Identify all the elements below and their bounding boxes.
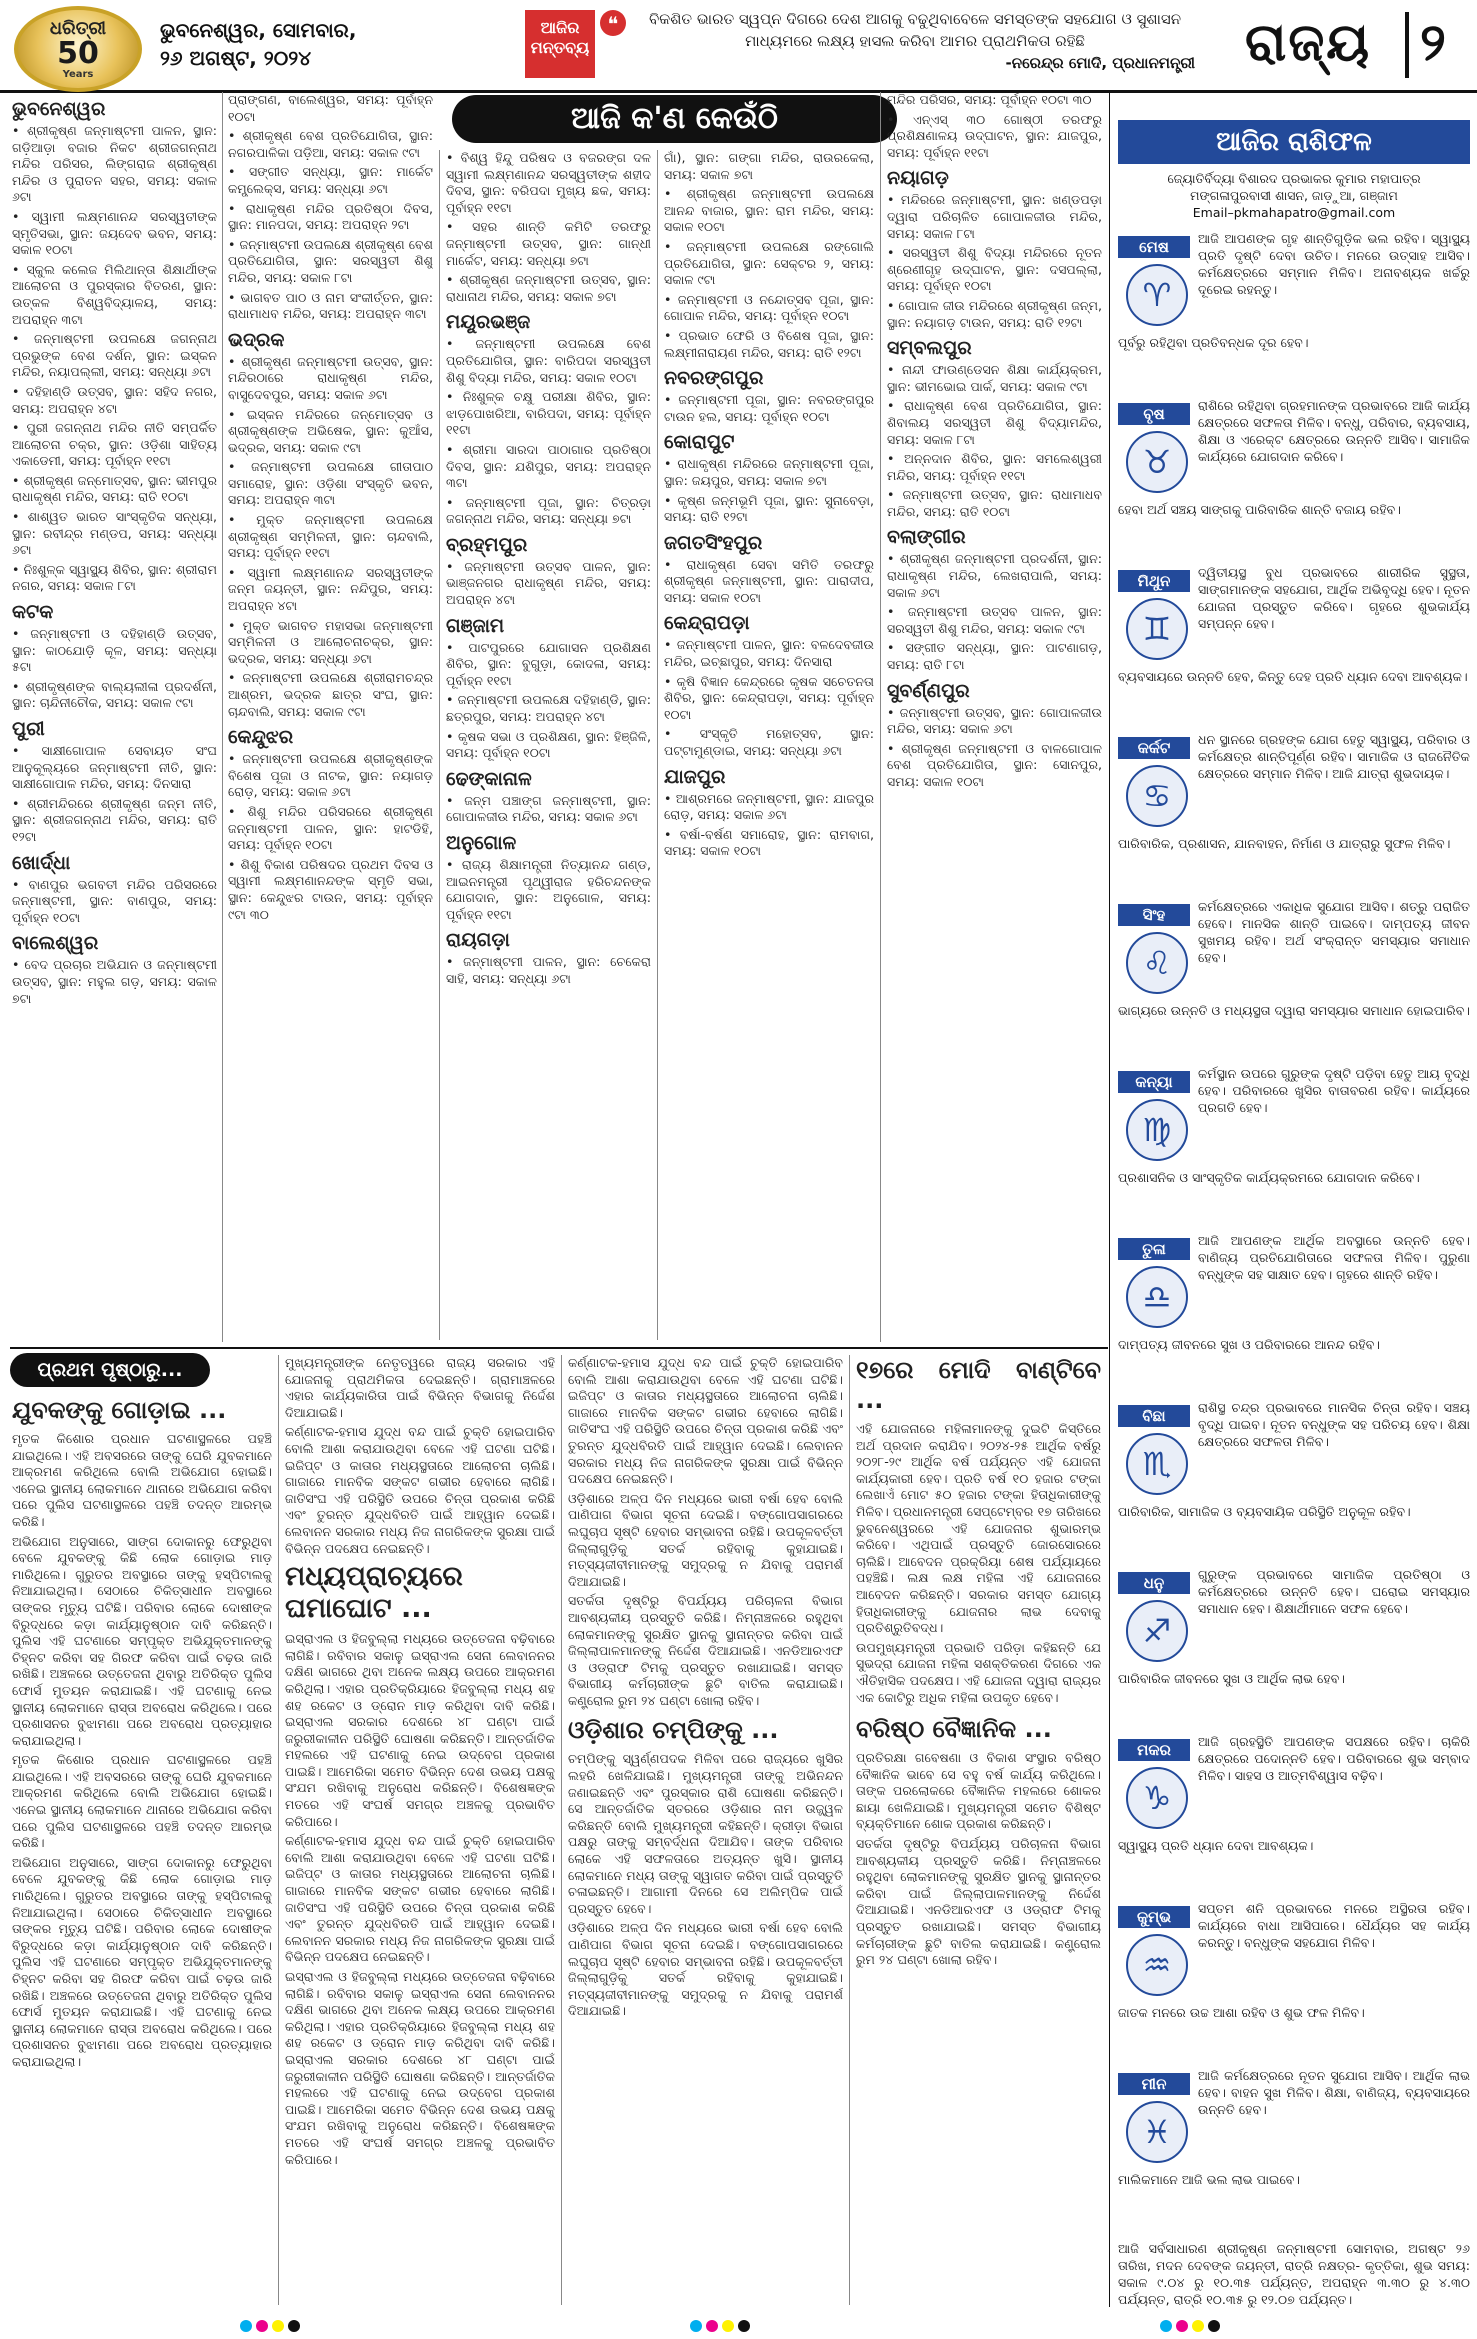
events-column-2 <box>228 92 433 1342</box>
sign-prediction-extra: ପାରିବାରିକ ଜୀବନରେ ସୁଖ ଓ ଆର୍ଥିକ ଲାଭ ହେବ। <box>1118 1671 1345 1686</box>
sign-prediction: ରାଶିସ୍ଥ ଚନ୍ଦ୍ର ପ୍ରଭାବରେ ମାନସିକ ଚିନ୍ତା ରହିବ। ସଞ୍ଚୟ ବୃଦ୍ଧି ପାଇବ। ନୂତନ ବନ୍ଧୁଙ୍କ ସହ ପରିଚୟ ହେବ। ଶିକ୍ଷା କ୍ଷେତ୍ରରେ ସଫଳତା ମିଳିବ। <box>1198 1400 1470 1449</box>
event-item: ଗାଁ), ସ୍ଥାନ: ଗଙ୍ଗା ମନ୍ଦିର, ରାଉରକେଲା, ସମୟ: ସକାଳ ୭ଟା <box>664 150 874 182</box>
date: ୨୬ ଅଗଷ୍ଟ, ୨୦୨୪ <box>160 46 312 70</box>
event-item: • ପୁରୀ ଜଗନ୍ନାଥ ମନ୍ଦିର ନୀତି ସମ୍ପର୍କିତ ଆଲୋଚନା ଚକ୍ର, ସ୍ଥାନ: ଓଡ଼ିଶା ସାହିତ୍ୟ ଏକାଡେମୀ, ସମୟ: ପୂର୍ବାହ୍ନ ୧୧ଟା <box>12 420 217 469</box>
sign-prediction: ଆଜି ଗ୍ରହସ୍ଥିତି ଆପଣଙ୍କ ସପକ୍ଷରେ ରହିବ। ଚାକିରି କ୍ଷେତ୍ରରେ ପଦୋନ୍ନତି ହେବ। ପରିବାରରେ ଶୁଭ ସମ୍ବାଦ ମିଳିବ। ସାହସ ଓ ଆତ୍ମବିଶ୍ୱାସ ବଢ଼ିବ। <box>1198 1734 1470 1783</box>
event-item: • ଅନ୍ନଦାନ ଶିବିର, ସ୍ଥାନ: ସମଲେଶ୍ୱରୀ ମନ୍ଦିର, ସମୟ: ପୂର୍ବାହ୍ନ ୧୧ଟା <box>887 451 1102 483</box>
astrologer-email: Email–pkmahapatro@gmail.com <box>1192 205 1396 220</box>
continued-column-2 <box>285 1355 555 2305</box>
event-item: • ଏନ୍‌ଏସ୍‌ ୩୦ ଗୋଷ୍ଠୀ ତରଫରୁ ପ୍ରଶିକ୍ଷଣାଳୟ ଉଦ୍‌ଘାଟନ, ସ୍ଥାନ: ଯାଜପୁର, ସମୟ: ପୂର୍ବାହ୍ନ ୧୧ଟା <box>887 111 1102 160</box>
story-paragraph: ମୃତକ କିଶୋର ପ୍ରଧାନ ଘଟଣାସ୍ଥଳରେ ପହଞ୍ଚି ଯାଇଥିଲେ। ଏହି ଅବସରରେ ତାଙ୍କୁ ଘେରି ଯୁବକମାନେ ଆକ୍ରମଣ କରିଥିଲେ ବୋଲି ଅଭିଯୋଗ ହୋଇଛି। ଏନେଇ ସ୍ଥାନୀୟ ଲୋକମାନେ ଥାନାରେ ଅଭିଯୋଗ କରିବା ପରେ ପୁଲିସ ଘଟଣାସ୍ଥଳରେ ପହଞ୍ଚି ତଦନ୍ତ ଆରମ୍ଭ କରିଛି। <box>12 1431 272 1529</box>
event-item: • ବିଶ୍ୱ ହିନ୍ଦୁ ପରିଷଦ ଓ ବଜରଙ୍ଗ ଦଳ ସ୍ୱାମୀ ଲକ୍ଷ୍ମଣାନନ୍ଦ ସରସ୍ୱତୀଙ୍କ ଶହୀଦ ଦିବସ, ସ୍ଥାନ: ବରିପଦା ମୁଖ୍ୟ ଛକ, ସମୟ: ପୂର୍ବାହ୍ନ ୧୧ଟା <box>446 150 651 215</box>
event-item: • ଜନ୍ମାଷ୍ଟମୀ ପୂଜା, ସ୍ଥାନ: ନବରଙ୍ଗପୁର ଟାଉନ ହଲ, ସମୟ: ପୂର୍ବାହ୍ନ ୧୦ଟା <box>664 392 874 424</box>
continued-tag: ପ୍ରଥମ ପୃଷ୍ଠାରୁ... <box>10 1353 210 1387</box>
event-item: • ସଂସ୍କୃତି ମହୋତ୍ସବ, ସ୍ଥାନ: ପଟ୍ଟାମୁଣ୍ଡାଇ, ସମୟ: ସନ୍ଧ୍ୟା ୬ଟା <box>664 726 874 759</box>
sign-prediction-extra: ଜାତକ ମନରେ ଉଚ୍ଚ ଆଶା ରହିବ ଓ ଶୁଭ ଫଳ ମିଳିବ। <box>1118 2005 1365 2020</box>
quote-tag: ଆଜିର ମନ୍ତବ୍ୟ <box>525 10 595 78</box>
sign-entry <box>1118 1399 1470 1560</box>
magenta-mark-icon <box>256 2320 268 2332</box>
event-item: • ଶ୍ରୀକୃଷ୍ଣ ଜନ୍ମାଷ୍ଟମୀ ଉତ୍ସବ, ସ୍ଥାନ: ରାଧାନାଥ ମନ୍ଦିର, ସମୟ: ସକାଳ ୭ଟା <box>446 272 651 304</box>
astrologer-address: ମଙ୍ଗଳାପୁରବାସୀ ଶାସନ, ଜାଡ଼ୁଆ, ଗଞ୍ଜାମ <box>1190 188 1398 203</box>
event-item: • ସ୍କୁଲ କଲେଜ ମିଲିଥାନ୍ତା ଶିକ୍ଷାର୍ଥୀଙ୍କ ଆଲୋଚନା ଓ ପୁରସ୍କାର ବିତରଣ, ସ୍ଥାନ: ଉତ୍କଳ ବିଶ୍ୱବିଦ୍ୟାଳୟ, ସମୟ: ଅପରାହ୍ନ ୩ଟା <box>12 261 217 327</box>
sign-prediction-extra: ଦାମ୍ପତ୍ୟ ଜୀବନରେ ସୁଖ ଓ ପରିବାରରେ ଆନନ୍ଦ ରହିବ। <box>1118 1337 1380 1352</box>
magenta-mark-icon <box>706 2320 718 2332</box>
sign-prediction-extra: ହେବା ଅର୍ଥ ସଞ୍ଚୟ ସାଙ୍ଗକୁ ପାରିବାରିକ ଶାନ୍ତି ବଜାୟ ରହିବ। <box>1118 502 1401 517</box>
story-headline: ଓଡ଼ିଶାର ଚମ୍ପିଙ୍କୁ ... <box>568 1716 779 1745</box>
magenta-mark-icon <box>1176 2320 1188 2332</box>
sign-entry <box>1118 564 1470 725</box>
story-paragraph: ପ୍ରତିରକ୍ଷା ଗବେଷଣା ଓ ବିକାଶ ସଂସ୍ଥାର ବରିଷ୍ଠ ବୈଜ୍ଞାନିକ ଭାବେ ସେ ବହୁ ବର୍ଷ କାର୍ଯ୍ୟ କରିଥିଲେ। ତାଙ୍କ ପରଲୋକରେ ବୈଜ୍ଞାନିକ ମହଲରେ ଶୋକର ଛାୟା ଖେଳିଯାଇଛି। ମୁଖ୍ୟମନ୍ତ୍ରୀ ସମେତ ବିଶିଷ୍ଟ ବ୍ୟକ୍ତିମାନେ ଶୋକ ପ୍ରକାଶ କରିଛନ୍ତି। <box>856 1750 1101 1832</box>
city-heading: ସୁବର୍ଣ୍ଣପୁର <box>887 679 970 702</box>
black-mark-icon <box>738 2320 750 2332</box>
sign-name: ବିଛା <box>1118 1405 1190 1427</box>
zodiac-icon: ♈ <box>1126 264 1188 326</box>
sign-name: ମେଷ <box>1118 236 1190 258</box>
event-item: • ନିଃଶୁଳ୍କ ସ୍ୱାସ୍ଥ୍ୟ ଶିବିର, ସ୍ଥାନ: ଶ୍ରୀରାମ ନଗର, ସମୟ: ସକାଳ ୮ଟା <box>12 561 217 594</box>
event-item: • ଜନ୍ମାଷ୍ଟମୀ ଉପଲକ୍ଷେ ଜଗନ୍ନାଥ ପ୍ରଭୁଙ୍କ ବେଶ ଦର୍ଶନ, ସ୍ଥାନ: ଇସ୍କନ ମନ୍ଦିର, ନୟାପଲ୍ଲୀ, ସମୟ: ସନ୍ଧ୍ୟା ୬ଟା <box>12 331 217 380</box>
sign-prediction: ଆଜି ଆପଣଙ୍କ ଆର୍ଥିକ ଅବସ୍ଥାରେ ଉନ୍ନତି ହେବ। ବାଣିଜ୍ୟ ପ୍ରତିଯୋଗିତାରେ ସଫଳତା ମିଳିବ। ପୁରୁଣା ବନ୍ଧୁଙ୍କ ସହ ସାକ୍ଷାତ ହେବ। ଗୃହରେ ଶାନ୍ତି ରହିବ। <box>1198 1233 1470 1282</box>
events-column-3 <box>446 150 651 1342</box>
column-divider <box>561 1355 562 2305</box>
zodiac-icon: ♌ <box>1126 932 1188 994</box>
city-heading: ଯାଜପୁର <box>664 765 726 788</box>
dateline <box>160 16 356 72</box>
city-heading: କଟକ <box>12 601 54 624</box>
city-heading: କେନ୍ଦ୍ରାପଡ଼ା <box>664 612 750 635</box>
city-heading: ନବରଙ୍ଗପୁର <box>664 367 764 390</box>
city-heading: ମୟୂରଭଞ୍ଜ <box>446 311 531 334</box>
continued-column-3 <box>568 1355 843 2305</box>
city-heading: ରାୟଗଡ଼ା <box>446 929 510 952</box>
event-item: • କୃଷି ବିଜ୍ଞାନ କେନ୍ଦ୍ରରେ କୃଷକ ସଚେତନତା ଶିବିର, ସ୍ଥାନ: କେନ୍ଦ୍ରାପଡ଼ା, ସମୟ: ପୂର୍ବାହ୍ନ ୧୦ଟା <box>664 673 874 722</box>
events-column-4 <box>664 150 874 1342</box>
sign-name: ମିଥୁନ <box>1118 570 1190 592</box>
event-item: • ଶ୍ରୀମା ସାରଦା ପାଠାଗାର ପ୍ରତିଷ୍ଠା ଦିବସ, ସ୍ଥାନ: ଯଶିପୁର, ସମୟ: ଅପରାହ୍ନ ୩ଟା <box>446 441 651 491</box>
event-item: • ଶ୍ରୀକୃଷ୍ଣ ବେଶ ପ୍ରତିଯୋଗିତା, ସ୍ଥାନ: ନଗରପାଳିକା ପଡ଼ିଆ, ସମୟ: ସକାଳ ୯ଟା <box>228 128 433 160</box>
city-heading: ସମ୍ବଲପୁର <box>887 337 972 360</box>
quote-body: ବିକଶିତ ଭାରତ ସ୍ୱପ୍ନ ଦିଗରେ ଦେଶ ଆଗକୁ ବଢୁଥିବାବେଳେ ସମସ୍ତଙ୍କ ସହଯୋଗ ଓ ସୁଶାସନ ମାଧ୍ୟମରେ ଲକ୍ଷ୍ୟ ହାସଲ କରିବା ଆମର ପ୍ରାଥମିକତା ରହିଛି <box>648 10 1182 50</box>
quote-icon: ❝ <box>600 10 626 36</box>
quote-text <box>635 8 1195 74</box>
sign-prediction-extra: ମାଲିକମାନେ ଆଜି ଭଲ ଲାଭ ପାଇବେ। <box>1118 2172 1301 2187</box>
event-item: • ଜନ୍ମାଷ୍ଟମୀ ଉପଲକ୍ଷେ ରଙ୍ଗୋଲି ପ୍ରତିଯୋଗିତା, ସ୍ଥାନ: ସେକ୍ଟର ୨, ସମୟ: ସକାଳ ୯ଟା <box>664 238 874 288</box>
zodiac-icon: ♏ <box>1126 1433 1188 1495</box>
sign-entry <box>1118 1232 1470 1393</box>
city-heading: କେନ୍ଦୁଝର <box>228 726 294 749</box>
event-item: • ବାଣପୁର ଭଗବତୀ ମନ୍ଦିର ପରିସରରେ ଜନ୍ମାଷ୍ଟମୀ, ସ୍ଥାନ: ବାଣପୁର, ସମୟ: ପୂର୍ବାହ୍ନ ୧୦ଟା <box>12 876 217 925</box>
event-item: • କୃଷ୍ଣ ଜନ୍ମଭୂମି ପୂଜା, ସ୍ଥାନ: ସୁନାବେଡ଼ା, ସମୟ: ରାତି ୧୨ଟା <box>664 492 874 525</box>
story-paragraph: ଇସ୍ରାଏଲ ଓ ହିଜବୁଲ୍ଲା ମଧ୍ୟରେ ଉତ୍ତେଜନା ବଢ଼ିବାରେ ଲାଗିଛି। ରବିବାର ସକାଳୁ ଇସ୍ରାଏଲ ସେନା ଲେବାନନର ଦକ୍ଷିଣ ଭାଗରେ ଥିବା ଅନେକ ଲକ୍ଷ୍ୟ ଉପରେ ଆକ୍ରମଣ କରିଥିଲା। ଏହାର ପ୍ରତିକ୍ରିୟାରେ ହିଜବୁଲ୍ଲା ମଧ୍ୟ ଶହ ଶହ ରକେଟ ଓ ଡ୍ରୋନ ମାଡ଼ କରିଥିବା ଦାବି କରିଛି। ଇସ୍ରାଏଲ ସରକାର ଦେଶରେ ୪୮ ଘଣ୍ଟା ପାଇଁ ଜରୁରୀକାଳୀନ ପରିସ୍ଥିତି ଘୋଷଣା କରିଛନ୍ତି। ଆନ୍ତର୍ଜାତିକ ମହଲରେ ଏହି ଘଟଣାକୁ ନେଇ ଉଦ୍ବେଗ ପ୍ରକାଶ ପାଇଛି। ଆମେରିକା ସମେତ ବିଭିନ୍ନ ଦେଶ ଉଭୟ ପକ୍ଷକୁ ସଂଯମ ରଖିବାକୁ ଅନୁରୋଧ କରିଛନ୍ତି। ବିଶେଷଜ୍ଞଙ୍କ ମତରେ ଏହି ସଂଘର୍ଷ ସମଗ୍ର ଅଞ୍ଚଳକୁ ପ୍ରଭାବିତ କରିପାରେ। <box>285 1631 555 1829</box>
sign-prediction: ସପ୍ତମ ଶନି ପ୍ରଭାବରେ ମନରେ ଅସ୍ଥିରତା ରହିବ। କାର୍ଯ୍ୟରେ ବାଧା ଆସିପାରେ। ଧୈର୍ଯ୍ୟର ସହ କାର୍ଯ୍ୟ କରନ୍ତୁ। ବନ୍ଧୁଙ୍କ ସହଯୋଗ ମିଳିବ। <box>1198 1901 1470 1950</box>
event-item: • ଜନ୍ମାଷ୍ଟମୀ ଉତ୍ସବ ପାଳନ, ସ୍ଥାନ: ସରସ୍ୱତୀ ଶିଶୁ ମନ୍ଦିର, ସମୟ: ସକାଳ ୯ଟା <box>887 604 1102 636</box>
black-mark-icon <box>1208 2320 1220 2332</box>
sign-entry <box>1118 1566 1470 1727</box>
event-item: • ଶ୍ରୀମନ୍ଦିରରେ ଶ୍ରୀକୃଷ୍ଣ ଜନ୍ମ ନୀତି, ସ୍ଥାନ: ଶ୍ରୀଜଗନ୍ନାଥ ମନ୍ଦିର, ସମୟ: ରାତି ୧୨ଟା <box>12 795 217 844</box>
event-item: • ଶ୍ରୀକୃଷ୍ଣ ଜନ୍ମାଷ୍ଟମୀ ପାଳନ, ସ୍ଥାନ: ଗଡ଼ିଆଡ଼ା ବଜାର ନିକଟ ଶ୍ରୀଜଗନ୍ନାଥ ମନ୍ଦିର ପରିସର, ଲିଙ୍ଗରାଜ ଶ୍ରୀକୃଷ୍ଣ ମନ୍ଦିର ଓ ପୁରାତନ ସହର, ସମୟ: ସକାଳ ୬ଟା <box>12 123 217 205</box>
event-item: • ମୁକ୍ତ ଜନ୍ମାଷ୍ଟମୀ ଉପଲକ୍ଷେ ଶ୍ରୀକୃଷ୍ଣ ସମ୍ମିଳନୀ, ସ୍ଥାନ: ଚାନ୍ଦବାଲି, ସମୟ: ପୂର୍ବାହ୍ନ ୧୧ଟା <box>228 512 433 561</box>
event-item: • ସହର ଶାନ୍ତି କମିଟି ତରଫରୁ ଜନ୍ମାଷ୍ଟମୀ ଉତ୍ସବ, ସ୍ଥାନ: ଗାନ୍ଧୀ ମାର୍କେଟ, ସମୟ: ସନ୍ଧ୍ୟା ୭ଟା <box>446 219 651 268</box>
events-header: ଆଜି କ'ଣ କେଉଁଠି <box>452 95 897 143</box>
event-item: • ଜନ୍ମ ପଞ୍ଚାଙ୍ଗ ଜନ୍ମାଷ୍ଟମୀ, ସ୍ଥାନ: ଗୋପାଳଜୀଉ ମନ୍ଦିର, ସମୟ: ସକାଳ ୬ଟା <box>446 792 651 825</box>
sign-entry <box>1118 898 1470 1059</box>
black-mark-icon <box>288 2320 300 2332</box>
astrologer-name: ଜ୍ୟୋତିର୍ବିଦ୍ୟା ବିଶାରଦ ପ୍ରଭାକର କୁମାର ମହାପାତ୍ର <box>1167 171 1421 186</box>
city-heading: ଅନୁଗୋଳ <box>446 832 517 854</box>
zodiac-icon: ♉ <box>1126 431 1188 493</box>
quote-author: -ନରେନ୍ଦ୍ର ମୋଦି, ପ୍ରଧାନମନ୍ତ୍ରୀ <box>1005 54 1195 72</box>
zodiac-icon: ♊ <box>1126 598 1188 660</box>
zodiac-icon: ♋ <box>1126 765 1188 827</box>
zodiac-icon: ♐ <box>1126 1600 1188 1662</box>
sign-prediction: ଆଜି ଆପଣଙ୍କ ଗୃହ ଶାନ୍ତିଗୁଡ଼ିକ ଭଲ ରହିବ। ସ୍ୱାସ୍ଥ୍ୟ ପ୍ରତି ଦୃଷ୍ଟି ଦେବା ଉଚିତ। ମନରେ ଉତ୍ସାହ ଆସିବ। କର୍ମକ୍ଷେତ୍ରରେ ସମ୍ମାନ ମିଳିବ। ଅନାବଶ୍ୟକ ଖର୍ଚ୍ଚରୁ ଦୂରେଇ ରହନ୍ତୁ। <box>1198 231 1470 297</box>
event-item: • ସ୍ୱାମୀ ଲକ୍ଷ୍ମଣାନନ୍ଦ ସରସ୍ୱତୀଙ୍କ ସ୍ମୃତିସଭା, ସ୍ଥାନ: ଜୟଦେବ ଭବନ, ସମୟ: ସକାଳ ୧୦ଟା <box>12 208 217 258</box>
event-item: • ଶ୍ରୀକୃଷ୍ଣ ଜନ୍ମାଷ୍ଟମୀ ଓ ବାଳଗୋପାଳ ବେଶ ପ୍ରତିଯୋଗିତା, ସ୍ଥାନ: ସୋନପୁର, ସମୟ: ସକାଳ ୧୦ଟା <box>887 740 1102 789</box>
sign-prediction: ଧନ ସ୍ଥାନରେ ଗ୍ରହଙ୍କ ଯୋଗ ହେତୁ ସ୍ୱାସ୍ଥ୍ୟ, ପରିବାର ଓ କର୍ମକ୍ଷେତ୍ର ଶାନ୍ତିପୂର୍ଣ୍ଣ ରହିବ। ସାମାଜିକ ଓ ରାଜନୈତିକ କ୍ଷେତ୍ରରେ ସମ୍ମାନ ମିଳିବ। ଆଜି ଯାତ୍ରା ଶୁଭଦାୟକ। <box>1198 732 1470 781</box>
yellow-mark-icon <box>1192 2320 1204 2332</box>
place-day: ଭୁବନେଶ୍ୱର, ସୋମବାର, <box>160 18 357 42</box>
city-heading: ଗଞ୍ଜାମ <box>446 614 505 637</box>
logo-name: ଧରିତ୍ରୀ <box>49 17 107 39</box>
page-number: ୨ <box>1420 13 1446 73</box>
events-column-1 <box>12 92 217 1342</box>
story-headline: ଯୁବକଙ୍କୁ ଗୋଡ଼ାଇ ... <box>12 1396 227 1424</box>
city-heading: ପୁରୀ <box>12 718 45 740</box>
story-paragraph: କର୍ଣ୍ଣାଟକ-ହମାସ ଯୁଦ୍ଧ ବନ୍ଦ ପାଇଁ ଚୁକ୍ତି ହୋଇପାରିବ ବୋଲି ଆଶା କରାଯାଉଥିବା ବେଳେ ଏହି ଘଟଣା ଘଟିଛି। ଇଜିପ୍ଟ ଓ କାତାର ମଧ୍ୟସ୍ଥତାରେ ଆଲୋଚନା ଚାଲିଛି। ଗାଜାରେ ମାନବିକ ସଙ୍କଟ ଗଭୀର ହେବାରେ ଲାଗିଛି। ଜାତିସଂଘ ଏହି ପରିସ୍ଥିତି ଉପରେ ଚିନ୍ତା ପ୍ରକାଶ କରିଛି ଏବଂ ତୁରନ୍ତ ଯୁଦ୍ଧବିରତି ପାଇଁ ଆହ୍ୱାନ ଦେଇଛି। ଲେବାନନ ସରକାର ମଧ୍ୟ ନିଜ ନାଗରିକଙ୍କ ସୁରକ୍ଷା ପାଇଁ ବିଭିନ୍ନ ପଦକ୍ଷେପ ନେଇଛନ୍ତି। <box>285 1424 555 1556</box>
event-item: • ଜନ୍ମାଷ୍ଟମୀ ପାଳନ, ସ୍ଥାନ: ବଳଦେବଜୀଉ ମନ୍ଦିର, ଇଚ୍ଛାପୁର, ସମୟ: ଦିନସାରା <box>664 637 874 670</box>
sign-prediction: ରାଶିରେ ରହିଥିବା ଗ୍ରହମାନଙ୍କ ପ୍ରଭାବରେ ଆଜି କାର୍ଯ୍ୟ କ୍ଷେତ୍ରରେ ସଫଳତା ମିଳିବ। ବନ୍ଧୁ, ପରିବାର, ବ୍ୟବସାୟ, ଶିକ୍ଷା ଓ ଏରେକ୍ଟ କ୍ଷେତ୍ରରେ ଉନ୍ନତି ଆସିବ। ସାମାଜିକ କାର୍ଯ୍ୟରେ ଯୋଗଦାନ କରିବେ। <box>1198 398 1470 464</box>
story-headline: ୧୭ରେ ମୋଦି ବାଣ୍ଟିବେ ... <box>856 1356 1101 1414</box>
city-heading: କୋରାପୁଟ <box>664 431 735 454</box>
sign-prediction-extra: ପ୍ରଶାସନିକ ଓ ସାଂସ୍କୃତିକ କାର୍ଯ୍ୟକ୍ରମରେ ଯୋଗଦାନ କରିବେ। <box>1118 1170 1420 1185</box>
story-paragraph: ସତର୍କତା ଦୃଷ୍ଟିରୁ ବିପର୍ଯ୍ୟୟ ପରିଚାଳନା ବିଭାଗ ଆବଶ୍ୟକୀୟ ପ୍ରସ୍ତୁତି କରିଛି। ନିମ୍ନାଞ୍ଚଳରେ ରହୁଥିବା ଲୋକମାନଙ୍କୁ ସୁରକ୍ଷିତ ସ୍ଥାନକୁ ସ୍ଥାନାନ୍ତର କରିବା ପାଇଁ ଜିଲ୍ଲାପାଳମାନଙ୍କୁ ନିର୍ଦ୍ଦେଶ ଦିଆଯାଇଛି। ଏନଡିଆରଏଫ ଓ ଓଡ୍ରାଫ ଟିମକୁ ପ୍ରସ୍ତୁତ ରଖାଯାଇଛି। ସମସ୍ତ ବିଭାଗୀୟ କର୍ମଚାରୀଙ୍କ ଛୁଟି ବାତିଲ କରାଯାଇଛି। କଣ୍ଟ୍ରୋଲ ରୁମ ୨୪ ଘଣ୍ଟା ଖୋଲା ରହିବ। <box>856 1836 1101 1968</box>
event-item: • ଶ୍ରୀକୃଷ୍ଣ ଜନ୍ମାଷ୍ଟମୀ ପ୍ରଦର୍ଶନୀ, ସ୍ଥାନ: ରାଧାକୃଷ୍ଣ ମନ୍ଦିର, ଲେଖରାପାଲି, ସମୟ: ସକାଳ ୬ଟା <box>887 551 1102 600</box>
event-item: • ଜନ୍ମାଷ୍ଟମୀ ଓ ନନ୍ଦୋତ୍ସବ ପୂଜା, ସ୍ଥାନ: ଗୋପାଳ ମନ୍ଦିର, ସମୟ: ପୂର୍ବାହ୍ନ ୧୦ଟା <box>664 291 874 324</box>
event-item: • ଜନ୍ମାଷ୍ଟମୀ ଉପଲକ୍ଷେ ବେଶ ପ୍ରତିଯୋଗିତା, ସ୍ଥାନ: ବାରିପଦା ସରସ୍ୱତୀ ଶିଶୁ ବିଦ୍ୟା ମନ୍ଦିର, ସମୟ: ସକାଳ ୧୦ଟା <box>446 336 651 385</box>
story-paragraph: ଓଡ଼ିଶାରେ ଅଳ୍ପ ଦିନ ମଧ୍ୟରେ ଭାରୀ ବର୍ଷା ହେବ ବୋଲି ପାଣିପାଗ ବିଭାଗ ସୂଚନା ଦେଇଛି। ବଙ୍ଗୋପସାଗରରେ ଲଘୁଚାପ ସୃଷ୍ଟି ହେବାର ସମ୍ଭାବନା ରହିଛି। ଉପକୂଳବର୍ତ୍ତୀ ଜିଲ୍ଲାଗୁଡ଼ିକୁ ସତର୍କ ରହିବାକୁ କୁହାଯାଇଛି। ମତ୍ସ୍ୟଜୀବୀମାନଙ୍କୁ ସମୁଦ୍ରକୁ ନ ଯିବାକୁ ପରାମର୍ଶ ଦିଆଯାଇଛି। <box>568 1920 843 2019</box>
event-item: • ଜନ୍ମାଷ୍ଟମୀ ପାଳନ, ସ୍ଥାନ: ଚେକେରା ସାହି, ସମୟ: ସନ୍ଧ୍ୟା ୬ଟା <box>446 954 651 986</box>
sign-entry <box>1118 731 1470 892</box>
column-divider <box>439 150 440 1340</box>
column-divider <box>1109 92 1110 2307</box>
event-item: • ସ୍ୱାମୀ ଲକ୍ଷ୍ମଣାନନ୍ଦ ସରସ୍ୱତୀଙ୍କ ଜନ୍ମ ଜୟନ୍ତୀ, ସ୍ଥାନ: ନନ୍ଦିପୁର, ସମୟ: ଅପରାହ୍ନ ୪ଟା <box>228 564 433 614</box>
story-headline: ମଧ୍ୟପ୍ରାଚ୍ୟରେ ଘମାଘୋଟ ... <box>285 1561 463 1625</box>
event-item: • ରାଧାକୃଷ୍ଣ ମନ୍ଦିର ପ୍ରତିଷ୍ଠା ଦିବସ, ସ୍ଥାନ: ମାନପଦା, ସମୟ: ଅପରାହ୍ନ ୨ଟା <box>228 200 433 233</box>
event-item: • ଜନ୍ମାଷ୍ଟମୀ ଉପଲକ୍ଷେ ଶ୍ରୀକୃଷ୍ଣ ବେଶ ପ୍ରତିଯୋଗିତା, ସ୍ଥାନ: ସରସ୍ୱତୀ ଶିଶୁ ମନ୍ଦିର, ସମୟ: ସକାଳ ୮ଟା <box>228 236 433 285</box>
sign-name: କର୍କଟ <box>1118 737 1190 759</box>
story-paragraph: ମୁଖ୍ୟମନ୍ତ୍ରୀଙ୍କ ନେତୃତ୍ୱରେ ରାଜ୍ୟ ସରକାର ଏହି ଯୋଜନାକୁ ପ୍ରାଥମିକତା ଦେଇଛନ୍ତି। ଗ୍ରାମାଞ୍ଚଳରେ ଏହାର କାର୍ଯ୍ୟକାରିତା ପାଇଁ ବିଭିନ୍ନ ବିଭାଗକୁ ନିର୍ଦ୍ଦେଶ ଦିଆଯାଇଛି। <box>285 1355 555 1420</box>
horoscope-title: ଆଜିର ରାଶିଫଳ <box>1118 120 1470 164</box>
city-heading: ଭଦ୍ରକ <box>228 328 285 351</box>
section-title: ରାଜ୍ୟ <box>1245 13 1372 73</box>
sign-prediction-extra: ଭାଗ୍ୟରେ ଉନ୍ନତି ଓ ମଧ୍ୟସ୍ଥତା ଦ୍ୱାରା ସମସ୍ୟାର ସମାଧାନ ହୋଇପାରିବ। <box>1118 1003 1470 1018</box>
city-heading: ବାଲେଶ୍ୱର <box>12 932 99 955</box>
column-divider <box>278 1355 279 2305</box>
sign-prediction-extra: ପାରିବାରିକ, ପ୍ରଶାସନ, ଯାନବାହନ, ନିର୍ମାଣ ଓ ଯାତ୍ରାରୁ ସୁଫଳ ମିଳିବ। <box>1118 836 1451 851</box>
event-item: • ରାଜ୍ୟ ଶିକ୍ଷାମନ୍ତ୍ରୀ ନିତ୍ୟାନନ୍ଦ ଗଣ୍ଡ, ଆଇନମନ୍ତ୍ରୀ ପୃଥ୍ୱୀରାଜ ହରିଚନ୍ଦନଙ୍କ ଯୋଗଦାନ, ସ୍ଥାନ: ଅନୁଗୋଳ, ସମୟ: ପୂର୍ବାହ୍ନ ୧୧ଟା <box>446 857 651 922</box>
sign-prediction: କର୍ମକ୍ଷେତ୍ରରେ ଏକାଧିକ ସୁଯୋଗ ଆସିବ। ଶତ୍ରୁ ପରାଜିତ ହେବେ। ମାନସିକ ଶାନ୍ତି ପାଇବେ। ଦାମ୍ପତ୍ୟ ଜୀବନ ସୁଖମୟ ରହିବ। ଅର୍ଥ ସଂକ୍ରାନ୍ତ ସମସ୍ୟାର ସମାଧାନ ହେବ। <box>1198 899 1470 965</box>
sign-prediction: କର୍ମସ୍ଥାନ ଉପରେ ଗୁରୁଙ୍କ ଦୃଷ୍ଟି ପଡ଼ିବା ହେତୁ ଆୟ ବୃଦ୍ଧି ହେବ। ପରିବାରରେ ଖୁସିର ବାତାବରଣ ରହିବ। କାର୍ଯ୍ୟରେ ପ୍ରଗତି ହେବ। <box>1198 1066 1470 1115</box>
event-item: • ଜନ୍ମାଷ୍ଟମୀ ଉତ୍ସବ, ସ୍ଥାନ: ରାଧାମାଧବ ମନ୍ଦିର, ସମୟ: ରାତି ୧୦ଟା <box>887 487 1102 519</box>
event-item: • ଗୋପାଳ ଜୀଉ ମନ୍ଦିରରେ ଶ୍ରୀକୃଷ୍ଣ ଜନ୍ମ, ସ୍ଥାନ: ନୟାଗଡ଼ ଟାଉନ, ସମୟ: ରାତି ୧୨ଟା <box>887 297 1102 330</box>
event-item: • ମୁକ୍ତ ଭାଗବତ ମହାସଭା ଜନ୍ମାଷ୍ଟମୀ ସମ୍ମିଳନୀ ଓ ଆଲୋଚନାଚକ୍ର, ସ୍ଥାନ: ଭଦ୍ରକ, ସମୟ: ସନ୍ଧ୍ୟା ୬ଟା <box>228 617 433 666</box>
event-item: • ଶ୍ରୀକୃଷ୍ଣଙ୍କ ବାଲ୍ୟଲୀଳା ପ୍ରଦର୍ଶନୀ, ସ୍ଥାନ: ଚାନ୍ଦିନୀଚୌକ, ସମୟ: ସକାଳ ୯ଟା <box>12 678 217 711</box>
horoscope <box>1118 120 1470 2310</box>
event-item: • ସାକ୍ଷୀଗୋପାଳ ସେବାୟତ ସଂଘ ଆନୁକୂଲ୍ୟରେ ଜନ୍ମାଷ୍ଟମୀ ନୀତି, ସ୍ଥାନ: ସାକ୍ଷୀଗୋପାଳ ମନ୍ଦିର, ସମୟ: ଦିନସାରା <box>12 743 217 792</box>
event-item: • ନିଃଶୁଳ୍କ ଚକ୍ଷୁ ପରୀକ୍ଷା ଶିବିର, ସ୍ଥାନ: ଝାଡ଼ପୋଖରିଆ, ବାରିପଦା, ସମୟ: ପୂର୍ବାହ୍ନ ୧୧ଟା <box>446 389 651 438</box>
story-paragraph: ସତର୍କତା ଦୃଷ୍ଟିରୁ ବିପର୍ଯ୍ୟୟ ପରିଚାଳନା ବିଭାଗ ଆବଶ୍ୟକୀୟ ପ୍ରସ୍ତୁତି କରିଛି। ନିମ୍ନାଞ୍ଚଳରେ ରହୁଥିବା ଲୋକମାନଙ୍କୁ ସୁରକ୍ଷିତ ସ୍ଥାନକୁ ସ୍ଥାନାନ୍ତର କରିବା ପାଇଁ ଜିଲ୍ଲାପାଳମାନଙ୍କୁ ନିର୍ଦ୍ଦେଶ ଦିଆଯାଇଛି। ଏନଡିଆରଏଫ ଓ ଓଡ୍ରାଫ ଟିମକୁ ପ୍ରସ୍ତୁତ ରଖାଯାଇଛି। ସମସ୍ତ ବିଭାଗୀୟ କର୍ମଚାରୀଙ୍କ ଛୁଟି ବାତିଲ କରାଯାଇଛି। କଣ୍ଟ୍ରୋଲ ରୁମ ୨୪ ଘଣ୍ଟା ଖୋଲା ରହିବ। <box>568 1593 843 1708</box>
zodiac-icon: ♒ <box>1126 1934 1188 1996</box>
event-item: • ଜନ୍ମାଷ୍ଟମୀ ଉପଲକ୍ଷେ ଶ୍ରୀରାମଚନ୍ଦ୍ର ଆଶ୍ରମ, ଭଦ୍ରକ ଛାତ୍ର ସଂଘ, ସ୍ଥାନ: ଚାନ୍ଦବାଲି, ସମୟ: ସକାଳ ୯ଟା <box>228 670 433 719</box>
zodiac-icon: ♑ <box>1126 1767 1188 1829</box>
column-divider <box>657 150 658 1340</box>
sign-prediction-extra: ପୂର୍ବରୁ ରହିଥିବା ପ୍ରତିବନ୍ଧକ ଦୂର ହେବ। <box>1118 335 1309 350</box>
print-registration-marks <box>0 2310 1477 2339</box>
event-item: • ନାନ୍ଦୀ ଫାଉଣ୍ଡେସନ ଶିକ୍ଷା କାର୍ଯ୍ୟକ୍ରମ, ସ୍ଥାନ: ଭୀମଭୋଇ ପାର୍କ, ସମୟ: ସକାଳ ୯ଟା <box>887 362 1102 394</box>
event-item: • ମନ୍ଦିରରେ ଜନ୍ମାଷ୍ଟମୀ, ସ୍ଥାନ: ଖଣ୍ଡପଡ଼ା ଦ୍ୱାରା ପରିଚାଳିତ ଗୋପାଳଜୀଉ ମନ୍ଦିର, ସମୟ: ସକାଳ ୮ଟା <box>887 192 1102 241</box>
sign-entry <box>1118 1065 1470 1226</box>
section-rule <box>10 1347 1108 1349</box>
event-item: • ବେଦ ପ୍ରଚାର ଅଭିଯାନ ଓ ଜନ୍ମାଷ୍ଟମୀ ଉତ୍ସବ, ସ୍ଥାନ: ମହୁଲ ଗଡ଼, ସମୟ: ସକାଳ ୭ଟା <box>12 957 217 1006</box>
event-item: • ଜନ୍ମାଷ୍ଟମୀ ଉପଲକ୍ଷେ ଦହିହାଣ୍ଡି, ସ୍ଥାନ: ଛତ୍ରପୁର, ସମୟ: ଅପରାହ୍ନ ୪ଟା <box>446 692 651 725</box>
event-item: • ଶାଶ୍ୱତ ଭାରତ ସାଂସ୍କୃତିକ ସନ୍ଧ୍ୟା, ସ୍ଥାନ: ରବୀନ୍ଦ୍ର ମଣ୍ଡପ, ସମୟ: ସନ୍ଧ୍ୟା ୬ଟା <box>12 509 217 558</box>
event-item: • ବର୍ଷା-ବର୍ଷଣ ସମାରୋହ, ସ୍ଥାନ: ରାମବାଗ, ସମୟ: ସକାଳ ୧୦ଟା <box>664 826 874 859</box>
logo-sub: Years <box>62 68 94 80</box>
event-item: • ପ୍ରଭାତ ଫେରି ଓ ବିଶେଷ ପୂଜା, ସ୍ଥାନ: ଲକ୍ଷ୍ମୀନାରାୟଣ ମନ୍ଦିର, ସମୟ: ରାତି ୧୨ଟା <box>664 327 874 360</box>
story-paragraph: ଓଡ଼ିଶାରେ ଅଳ୍ପ ଦିନ ମଧ୍ୟରେ ଭାରୀ ବର୍ଷା ହେବ ବୋଲି ପାଣିପାଗ ବିଭାଗ ସୂଚନା ଦେଇଛି। ବଙ୍ଗୋପସାଗରରେ ଲଘୁଚାପ ସୃଷ୍ଟି ହେବାର ସମ୍ଭାବନା ରହିଛି। ଉପକୂଳବର୍ତ୍ତୀ ଜିଲ୍ଲାଗୁଡ଼ିକୁ ସତର୍କ ରହିବାକୁ କୁହାଯାଇଛି। ମତ୍ସ୍ୟଜୀବୀମାନଙ୍କୁ ସମୁଦ୍ରକୁ ନ ଯିବାକୁ ପରାମର୍ଶ ଦିଆଯାଇଛି। <box>568 1490 843 1589</box>
story-paragraph: ଏହି ଯୋଜନାରେ ମହିଳାମାନଙ୍କୁ ଦୁଇଟି କିସ୍ତିରେ ଅର୍ଥ ପ୍ରଦାନ କରାଯିବ। ୨୦୨୪-୨୫ ଆର୍ଥିକ ବର୍ଷରୁ ୨୦୨୮-୨୯ ଆର୍ଥିକ ବର୍ଷ ପର୍ଯ୍ୟନ୍ତ ଏହି ଯୋଜନା କାର୍ଯ୍ୟକାରୀ ହେବ। ପ୍ରତି ବର୍ଷ ୧୦ ହଜାର ଟଙ୍କା ଲେଖାଏଁ ମୋଟ ୫୦ ହଜାର ଟଙ୍କା ହିତାଧିକାରୀଙ୍କୁ ମିଳିବ। ପ୍ରଧାନମନ୍ତ୍ରୀ ସେପ୍ଟେମ୍ବର ୧୭ ତାରିଖରେ ଭୁବନେଶ୍ୱରରେ ଏହି ଯୋଜନାର ଶୁଭାରମ୍ଭ କରିବେ। ଏଥିପାଇଁ ପ୍ରସ୍ତୁତି ଜୋରସୋରରେ ଚାଲିଛି। ଆବେଦନ ପ୍ରକ୍ରିୟା ଶେଷ ପର୍ଯ୍ୟାୟରେ ପହଞ୍ଚିଛି। ଲକ୍ଷ ଲକ୍ଷ ମହିଳା ଏହି ଯୋଜନାରେ ଆବେଦନ କରିଛନ୍ତି। ସରକାର ସମସ୍ତ ଯୋଗ୍ୟ ହିତାଧିକାରୀଙ୍କୁ ଯୋଜନାର ଲାଭ ଦେବାକୁ ପ୍ରତିଶ୍ରୁତିବଦ୍ଧ। <box>856 1421 1101 1636</box>
cyan-mark-icon <box>1160 2320 1172 2332</box>
event-item: • ପାଟପୁରରେ ଯୋଗାସନ ପ୍ରଶିକ୍ଷଣ ଶିବିର, ସ୍ଥାନ: ବୁଗୁଡ଼ା, କୋଦଳା, ସମୟ: ପୂର୍ବାହ୍ନ ୧୧ଟା <box>446 639 651 688</box>
section-divider <box>1405 12 1409 78</box>
city-heading: ଢେଙ୍କାନାଳ <box>446 767 532 790</box>
horoscope-footer: ଆଜି ସର୍ବସାଧାରଣ ଶ୍ରୀକୃଷ୍ଣ ଜନ୍ମାଷ୍ଟମୀ ସୋମବାର, ଅଗଷ୍ଟ ୨୬ ତାରିଖ, ମଦନ ଦେବଙ୍କ ଜୟନ୍ତୀ, ରାତ୍ରି ନକ୍ଷତ୍ର- କୃତ୍ତିକା, ଶୁଭ ସମୟ: ସକାଳ ୯.୦୪ ରୁ ୧୦.୩୫ ପର୍ଯ୍ୟନ୍ତ, ଅପରାହ୍ନ ୩.୩୦ ରୁ ୪.୩୦ ପର୍ଯ୍ୟନ୍ତ, ରାତ୍ରି ୧୦.୩୫ ରୁ ୧୨.୦୭ ପର୍ଯ୍ୟନ୍ତ। <box>1118 2241 1470 2307</box>
event-item: • ଦହିହାଣ୍ଡି ଉତ୍ସବ, ସ୍ଥାନ: ସହିଦ ନଗର, ସମୟ: ଅପରାହ୍ନ ୪ଟା <box>12 383 217 416</box>
horoscope-byline <box>1118 170 1470 221</box>
sign-name: ବୃଷ <box>1118 403 1190 425</box>
sign-name: ଧନୁ <box>1118 1572 1190 1594</box>
city-heading: ଜଗତସିଂହପୁର <box>664 531 763 554</box>
sign-name: କନ୍ୟା <box>1118 1071 1190 1093</box>
story-paragraph: କର୍ଣ୍ଣାଟକ-ହମାସ ଯୁଦ୍ଧ ବନ୍ଦ ପାଇଁ ଚୁକ୍ତି ହୋଇପାରିବ ବୋଲି ଆଶା କରାଯାଉଥିବା ବେଳେ ଏହି ଘଟଣା ଘଟିଛି। ଇଜିପ୍ଟ ଓ କାତାର ମଧ୍ୟସ୍ଥତାରେ ଆଲୋଚନା ଚାଲିଛି। ଗାଜାରେ ମାନବିକ ସଙ୍କଟ ଗଭୀର ହେବାରେ ଲାଗିଛି। ଜାତିସଂଘ ଏହି ପରିସ୍ଥିତି ଉପରେ ଚିନ୍ତା ପ୍ରକାଶ କରିଛି ଏବଂ ତୁରନ୍ତ ଯୁଦ୍ଧବିରତି ପାଇଁ ଆହ୍ୱାନ ଦେଇଛି। ଲେବାନନ ସରକାର ମଧ୍ୟ ନିଜ ନାଗରିକଙ୍କ ସୁରକ୍ଷା ପାଇଁ ବିଭିନ୍ନ ପଦକ୍ଷେପ ନେଇଛନ୍ତି। <box>568 1355 843 1487</box>
event-item: • ରାଧାକୃଷ୍ଣ ମନ୍ଦିରରେ ଜନ୍ମାଷ୍ଟମୀ ପୂଜା, ସ୍ଥାନ: ଜୟପୁର, ସମୟ: ସକାଳ ୭ଟା <box>664 456 874 488</box>
story-paragraph: ଅଭିଯୋଗ ଅନୁସାରେ, ସାଙ୍ଗ ଦୋକାନରୁ ଫେରୁଥିବା ବେଳେ ଯୁବକଙ୍କୁ କିଛି ଲୋକ ଗୋଡ଼ାଇ ମାଡ଼ ମାରିଥିଲେ। ଗୁରୁତର ଅବସ୍ଥାରେ ତାଙ୍କୁ ହସ୍ପିଟାଲକୁ ନିଆଯାଇଥିଲା। ସେଠାରେ ଚିକିତ୍ସାଧୀନ ଅବସ୍ଥାରେ ତାଙ୍କର ମୃତ୍ୟୁ ଘଟିଛି। ପରିବାର ଲୋକେ ଦୋଷୀଙ୍କ ବିରୁଦ୍ଧରେ କଡ଼ା କାର୍ଯ୍ୟାନୁଷ୍ଠାନ ଦାବି କରିଛନ୍ତି। ପୁଲିସ ଏହି ଘଟଣାରେ ସମ୍ପୃକ୍ତ ଅଭିଯୁକ୍ତମାନଙ୍କୁ ଚିହ୍ନଟ କରିବା ସହ ଗିରଫ କରିବା ପାଇଁ ଚଢ଼ଉ ଜାରି ରଖିଛି। ଅଞ୍ଚଳରେ ଉତ୍ତେଜନା ଥିବାରୁ ଅତିରିକ୍ତ ପୁଲିସ ଫୋର୍ସ ମୁତୟନ କରାଯାଇଛି। ଏହି ଘଟଣାକୁ ନେଇ ସ୍ଥାନୀୟ ଲୋକମାନେ ରାସ୍ତା ଅବରୋଧ କରିଥିଲେ। ପରେ ପ୍ରଶାସନର ବୁଝାମଣା ପରେ ଅବରୋଧ ପ୍ରତ୍ୟାହାର କରାଯାଇଥିଲା। <box>12 1533 272 1748</box>
story-paragraph: ଚମ୍ପିଙ୍କୁ ସ୍ୱର୍ଣ୍ଣପଦକ ମିଳିବା ପରେ ରାଜ୍ୟରେ ଖୁସିର ଲହରି ଖେଳିଯାଇଛି। ମୁଖ୍ୟମନ୍ତ୍ରୀ ତାଙ୍କୁ ଅଭିନନ୍ଦନ ଜଣାଇଛନ୍ତି ଏବଂ ପୁରସ୍କାର ରାଶି ଘୋଷଣା କରିଛନ୍ତି। ସେ ଆନ୍ତର୍ଜାତିକ ସ୍ତରରେ ଓଡ଼ିଶାର ନାମ ଉଜ୍ଜ୍ୱଳ କରିଛନ୍ତି ବୋଲି ମୁଖ୍ୟମନ୍ତ୍ରୀ କହିଛନ୍ତି। କ୍ରୀଡ଼ା ବିଭାଗ ପକ୍ଷରୁ ତାଙ୍କୁ ସମ୍ବର୍ଦ୍ଧନା ଦିଆଯିବ। ତାଙ୍କ ପରିବାର ଲୋକେ ଏହି ସଫଳତାରେ ଅତ୍ୟନ୍ତ ଖୁସି। ସ୍ଥାନୀୟ ଲୋକମାନେ ମଧ୍ୟ ତାଙ୍କୁ ସ୍ୱାଗତ କରିବା ପାଇଁ ପ୍ରସ୍ତୁତି ଚଳାଇଛନ୍ତି। ଆଗାମୀ ଦିନରେ ସେ ଅଲିମ୍ପିକ ପାଇଁ ପ୍ରସ୍ତୁତ ହେବେ। <box>568 1751 843 1916</box>
event-item: • ଶ୍ରୀକୃଷ୍ଣ ଜନ୍ମାଷ୍ଟମୀ ଉପଲକ୍ଷେ ଆନନ୍ଦ ବାଜାର, ସ୍ଥାନ: ରାମ ମନ୍ଦିର, ସମୟ: ସକାଳ ୧୦ଟା <box>664 186 874 235</box>
sign-prediction-extra: ସ୍ୱାସ୍ଥ୍ୟ ପ୍ରତି ଧ୍ୟାନ ଦେବା ଆବଶ୍ୟକ। <box>1118 1838 1314 1853</box>
column-divider <box>849 1355 850 2305</box>
event-item: • ଜନ୍ମାଷ୍ଟମୀ ଉପଲକ୍ଷେ ଗୀତାପାଠ ସମାରୋହ, ସ୍ଥାନ: ଓଡ଼ିଶା ସଂସ୍କୃତି ଭବନ, ସମୟ: ଅପରାହ୍ନ ୩ଟା <box>228 459 433 508</box>
city-heading: ବଲାଙ୍ଗୀର <box>887 526 966 549</box>
zodiac-icon: ♍ <box>1126 1099 1188 1161</box>
story-headline: ବରିଷ୍ଠ ବୈଜ୍ଞାନିକ ... <box>856 1715 1052 1744</box>
newspaper-logo <box>14 6 142 92</box>
event-item: • ଭାଗବତ ପାଠ ଓ ନାମ ସଂକୀର୍ତ୍ତନ, ସ୍ଥାନ: ରାଧାମାଧବ ମନ୍ଦିର, ସମୟ: ଅପରାହ୍ନ ୩ଟା <box>228 289 433 322</box>
sign-entry <box>1118 2067 1470 2228</box>
sign-entry <box>1118 1733 1470 1894</box>
event-item: • ଶ୍ରୀକୃଷ୍ଣ ଜନ୍ମାଷ୍ଟମୀ ଉତ୍ସବ, ସ୍ଥାନ: ମନ୍ଦିରଠାରେ ରାଧାକୃଷ୍ଣ ମନ୍ଦିର, ବାସୁଦେବପୁର, ସମୟ: ସକାଳ ୬ଟା <box>228 353 433 402</box>
event-item: ପ୍ରାଙ୍ଗଣ, ବାଲେଶ୍ୱର, ସମୟ: ପୂର୍ବାହ୍ନ ୧୦ଟା <box>228 92 433 124</box>
event-item: • ଜନ୍ମାଷ୍ଟମୀ ଓ ଦହିହାଣ୍ଡି ଉତ୍ସବ, ସ୍ଥାନ: କାଠଯୋଡ଼ି କୂଳ, ସମୟ: ସନ୍ଧ୍ୟା ୫ଟା <box>12 626 217 675</box>
yellow-mark-icon <box>722 2320 734 2332</box>
event-item: • ଜନ୍ମାଷ୍ଟମୀ ଉପଲକ୍ଷେ ଶ୍ରୀକୃଷ୍ଣଙ୍କ ବିଶେଷ ପୂଜା ଓ ନାଟକ, ସ୍ଥାନ: ନୟାଗଡ଼ ରୋଡ଼, ସମୟ: ସକାଳ ୬ଟା <box>228 751 433 800</box>
cyan-mark-icon <box>240 2320 252 2332</box>
sign-name: ମକର <box>1118 1739 1190 1761</box>
story-paragraph: ଇସ୍ରାଏଲ ଓ ହିଜବୁଲ୍ଲା ମଧ୍ୟରେ ଉତ୍ତେଜନା ବଢ଼ିବାରେ ଲାଗିଛି। ରବିବାର ସକାଳୁ ଇସ୍ରାଏଲ ସେନା ଲେବାନନର ଦକ୍ଷିଣ ଭାଗରେ ଥିବା ଅନେକ ଲକ୍ଷ୍ୟ ଉପରେ ଆକ୍ରମଣ କରିଥିଲା। ଏହାର ପ୍ରତିକ୍ରିୟାରେ ହିଜବୁଲ୍ଲା ମଧ୍ୟ ଶହ ଶହ ରକେଟ ଓ ଡ୍ରୋନ ମାଡ଼ କରିଥିବା ଦାବି କରିଛି। ଇସ୍ରାଏଲ ସରକାର ଦେଶରେ ୪୮ ଘଣ୍ଟା ପାଇଁ ଜରୁରୀକାଳୀନ ପରିସ୍ଥିତି ଘୋଷଣା କରିଛନ୍ତି। ଆନ୍ତର୍ଜାତିକ ମହଲରେ ଏହି ଘଟଣାକୁ ନେଇ ଉଦ୍ବେଗ ପ୍ରକାଶ ପାଇଛି। ଆମେରିକା ସମେତ ବିଭିନ୍ନ ଦେଶ ଉଭୟ ପକ୍ଷକୁ ସଂଯମ ରଖିବାକୁ ଅନୁରୋଧ କରିଛନ୍ତି। ବିଶେଷଜ୍ଞଙ୍କ ମତରେ ଏହି ସଂଘର୍ଷ ସମଗ୍ର ଅଞ୍ଚଳକୁ ପ୍ରଭାବିତ କରିପାରେ। <box>285 1969 555 2167</box>
story-paragraph: ଉପମୁଖ୍ୟମନ୍ତ୍ରୀ ପ୍ରଭାତି ପରିଡ଼ା କହିଛନ୍ତି ଯେ ସୁଭଦ୍ରା ଯୋଜନା ମହିଳା ସଶକ୍ତିକରଣ ଦିଗରେ ଏକ ଐତିହାସିକ ପଦକ୍ଷେପ। ଏହି ଯୋଜନା ଦ୍ୱାରା ରାଜ୍ୟର ଏକ କୋଟିରୁ ଅଧିକ ମହିଳା ଉପକୃତ ହେବେ। <box>856 1639 1101 1705</box>
sign-prediction-extra: ବ୍ୟବସାୟରେ ଉନ୍ନତି ହେବ, କିନ୍ତୁ ଦେହ ପ୍ରତି ଧ୍ୟାନ ଦେବା ଆବଶ୍ୟକ। <box>1118 669 1468 684</box>
city-heading: ନୟାଗଡ଼ <box>887 167 949 190</box>
event-item: • ସଙ୍ଗୀତ ସନ୍ଧ୍ୟା, ସ୍ଥାନ: ମାର୍କେଟ କମ୍ପ୍ଲେକ୍ସ, ସମୟ: ସନ୍ଧ୍ୟା ୬ଟା <box>228 164 433 196</box>
event-item: • ରାଧାକୃଷ୍ଣ ବେଶ ପ୍ରତିଯୋଗିତା, ସ୍ଥାନ: ଶିବାଲୟ ସରସ୍ୱତୀ ଶିଶୁ ବିଦ୍ୟାମନ୍ଦିର, ସମୟ: ସକାଳ ୮ଟା <box>887 398 1102 447</box>
sign-name: କୁମ୍ଭ <box>1118 1906 1190 1928</box>
story-paragraph: ଅଭିଯୋଗ ଅନୁସାରେ, ସାଙ୍ଗ ଦୋକାନରୁ ଫେରୁଥିବା ବେଳେ ଯୁବକଙ୍କୁ କିଛି ଲୋକ ଗୋଡ଼ାଇ ମାଡ଼ ମାରିଥିଲେ। ଗୁରୁତର ଅବସ୍ଥାରେ ତାଙ୍କୁ ହସ୍ପିଟାଲକୁ ନିଆଯାଇଥିଲା। ସେଠାରେ ଚିକିତ୍ସାଧୀନ ଅବସ୍ଥାରେ ତାଙ୍କର ମୃତ୍ୟୁ ଘଟିଛି। ପରିବାର ଲୋକେ ଦୋଷୀଙ୍କ ବିରୁଦ୍ଧରେ କଡ଼ା କାର୍ଯ୍ୟାନୁଷ୍ଠାନ ଦାବି କରିଛନ୍ତି। ପୁଲିସ ଏହି ଘଟଣାରେ ସମ୍ପୃକ୍ତ ଅଭିଯୁକ୍ତମାନଙ୍କୁ ଚିହ୍ନଟ କରିବା ସହ ଗିରଫ କରିବା ପାଇଁ ଚଢ଼ଉ ଜାରି ରଖିଛି। ଅଞ୍ଚଳରେ ଉତ୍ତେଜନା ଥିବାରୁ ଅତିରିକ୍ତ ପୁଲିସ ଫୋର୍ସ ମୁତୟନ କରାଯାଇଛି। ଏହି ଘଟଣାକୁ ନେଇ ସ୍ଥାନୀୟ ଲୋକମାନେ ରାସ୍ତା ଅବରୋଧ କରିଥିଲେ। ପରେ ପ୍ରଶାସନର ବୁଝାମଣା ପରେ ଅବରୋଧ ପ୍ରତ୍ୟାହାର କରାଯାଇଥିଲା। <box>12 1854 272 2069</box>
events-column-5 <box>887 92 1102 1342</box>
event-item: • ଇସ୍କନ ମନ୍ଦିରରେ ଜନ୍ମୋତ୍ସବ ଓ ଶ୍ରୀକୃଷ୍ଣଙ୍କ ଅଭିଷେକ, ସ୍ଥାନ: କୁଆଁସ, ଭଦ୍ରକ, ସମୟ: ସକାଳ ୯ଟା <box>228 406 433 455</box>
city-heading: ବ୍ରହ୍ମପୁର <box>446 533 528 556</box>
logo-years: 50 <box>57 35 99 71</box>
continued-column-4 <box>856 1355 1101 2305</box>
event-item: • ଶିଶୁ ବିକାଶ ପରିଷଦର ପ୍ରଥମ ଦିବସ ଓ ସ୍ୱାମୀ ଲକ୍ଷ୍ମଣାନନ୍ଦଙ୍କ ସ୍ମୃତି ସଭା, ସ୍ଥାନ: କେନ୍ଦୁଝର ଟାଉନ, ସମୟ: ପୂର୍ବାହ୍ନ ୯ଟା ୩୦ <box>228 856 433 922</box>
story-paragraph: କର୍ଣ୍ଣାଟକ-ହମାସ ଯୁଦ୍ଧ ବନ୍ଦ ପାଇଁ ଚୁକ୍ତି ହୋଇପାରିବ ବୋଲି ଆଶା କରାଯାଉଥିବା ବେଳେ ଏହି ଘଟଣା ଘଟିଛି। ଇଜିପ୍ଟ ଓ କାତାର ମଧ୍ୟସ୍ଥତାରେ ଆଲୋଚନା ଚାଲିଛି। ଗାଜାରେ ମାନବିକ ସଙ୍କଟ ଗଭୀର ହେବାରେ ଲାଗିଛି। ଜାତିସଂଘ ଏହି ପରିସ୍ଥିତି ଉପରେ ଚିନ୍ତା ପ୍ରକାଶ କରିଛି ଏବଂ ତୁରନ୍ତ ଯୁଦ୍ଧବିରତି ପାଇଁ ଆହ୍ୱାନ ଦେଇଛି। ଲେବାନନ ସରକାର ମଧ୍ୟ ନିଜ ନାଗରିକଙ୍କ ସୁରକ୍ଷା ପାଇଁ ବିଭିନ୍ନ ପଦକ୍ଷେପ ନେଇଛନ୍ତି। <box>285 1833 555 1965</box>
sign-prediction: ଦ୍ୱିତୀୟସ୍ଥ ବୁଧ ପ୍ରଭାବରେ ଶାରୀରିକ ସୁସ୍ଥତା, ସାଙ୍ଗମାନଙ୍କ ସହଯୋଗ, ଆର୍ଥିକ ଅଭିବୃଦ୍ଧି ହେବ। ନୂତନ ଯୋଜନା ପ୍ରସ୍ତୁତ କରିବେ। ଗୃହରେ ଶୁଭକାର୍ଯ୍ୟ ସମ୍ପନ୍ନ ହେବ। <box>1198 565 1470 631</box>
event-item: • ଜନ୍ମାଷ୍ଟମୀ ପୂଜା, ସ୍ଥାନ: ଚିତ୍ରଡ଼ା ଜଗନ୍ନାଥ ମନ୍ଦିର, ସମୟ: ସନ୍ଧ୍ୟା ୭ଟା <box>446 494 651 527</box>
event-item: • ସରସ୍ୱତୀ ଶିଶୁ ବିଦ୍ୟା ମନ୍ଦିରରେ ନୂତନ ଶ୍ରେଣୀଗୃହ ଉଦ୍‌ଘାଟନ, ସ୍ଥାନ: ଦସପଲ୍ଲା, ସମୟ: ପୂର୍ବାହ୍ନ ୧୦ଟା <box>887 245 1102 294</box>
sign-prediction-extra: ପାରିବାରିକ, ସାମାଜିକ ଓ ବ୍ୟବସାୟିକ ପରିସ୍ଥିତି ଅନୁକୂଳ ରହିବ। <box>1118 1504 1411 1519</box>
sign-entry <box>1118 230 1470 391</box>
city-heading: ଭୁବନେଶ୍ୱର <box>12 98 106 120</box>
event-item: • ଶ୍ରୀକୃଷ୍ଣ ଜନ୍ମୋତ୍ସବ, ସ୍ଥାନ: ଭୀମପୁର ରାଧାକୃଷ୍ଣ ମନ୍ଦିର, ସମୟ: ରାତି ୧୦ଟା <box>12 472 217 505</box>
event-item: • ଜନ୍ମାଷ୍ଟମୀ ଉତ୍ସବ, ସ୍ଥାନ: ଗୋପାଳଜୀଉ ମନ୍ଦିର, ସମୟ: ସକାଳ ୬ଟା <box>887 704 1102 737</box>
event-item: • କୃଷକ ସଭା ଓ ପ୍ରଶିକ୍ଷଣ, ସ୍ଥାନ: ହିଞ୍ଜିଳି, ସମୟ: ପୂର୍ବାହ୍ନ ୧୦ଟା <box>446 728 651 761</box>
sign-name: ତୁଳା <box>1118 1238 1190 1260</box>
event-item: • ଆଶ୍ରମରେ ଜନ୍ମାଷ୍ଟମୀ, ସ୍ଥାନ: ଯାଜପୁର ରୋଡ଼, ସମୟ: ସକାଳ ୬ଟା <box>664 790 874 823</box>
yellow-mark-icon <box>272 2320 284 2332</box>
story-paragraph: ମୃତକ କିଶୋର ପ୍ରଧାନ ଘଟଣାସ୍ଥଳରେ ପହଞ୍ଚି ଯାଇଥିଲେ। ଏହି ଅବସରରେ ତାଙ୍କୁ ଘେରି ଯୁବକମାନେ ଆକ୍ରମଣ କରିଥିଲେ ବୋଲି ଅଭିଯୋଗ ହୋଇଛି। ଏନେଇ ସ୍ଥାନୀୟ ଲୋକମାନେ ଥାନାରେ ଅଭିଯୋଗ କରିବା ପରେ ପୁଲିସ ଘଟଣାସ୍ଥଳରେ ପହଞ୍ଚି ତଦନ୍ତ ଆରମ୍ଭ କରିଛି। <box>12 1752 272 1851</box>
sign-entry <box>1118 1900 1470 2061</box>
zodiac-icon: ♎ <box>1126 1266 1188 1328</box>
sign-prediction: ଆଜି କର୍ମକ୍ଷେତ୍ରରେ ନୂତନ ସୁଯୋଗ ଆସିବ। ଆର୍ଥିକ ଲାଭ ହେବ। ବାହନ ସୁଖ ମିଳିବ। ଶିକ୍ଷା, ବାଣିଜ୍ୟ, ବ୍ୟବସାୟରେ ଉନ୍ନତି ହେବ। <box>1198 2068 1470 2117</box>
column-divider <box>880 92 881 1342</box>
cyan-mark-icon <box>690 2320 702 2332</box>
event-item: • ଶିଶୁ ମନ୍ଦିର ପରିସରରେ ଶ୍ରୀକୃଷ୍ଣ ଜନ୍ମାଷ୍ଟମୀ ପାଳନ, ସ୍ଥାନ: ହାଟଡିହି, ସମୟ: ପୂର୍ବାହ୍ନ ୧୦ଟା <box>228 803 433 853</box>
sign-name: ମୀନ <box>1118 2073 1190 2095</box>
continued-column-1 <box>12 1395 272 2305</box>
event-item: • ଜନ୍ମାଷ୍ଟମୀ ଉତ୍ସବ ପାଳନ, ସ୍ଥାନ: ଭାଞ୍ଜନଗର ରାଧାକୃଷ୍ଣ ମନ୍ଦିର, ସମୟ: ଅପରାହ୍ନ ୪ଟା <box>446 558 651 608</box>
zodiac-icon: ♓ <box>1126 2101 1188 2163</box>
sign-entry <box>1118 397 1470 558</box>
event-item: ମନ୍ଦିର ପରିସର, ସମୟ: ପୂର୍ବାହ୍ନ ୧୦ଟା ୩୦ <box>887 92 1092 107</box>
sign-name: ସିଂହ <box>1118 904 1190 926</box>
sign-prediction: ଗୁରୁଙ୍କ ପ୍ରଭାବରେ ସାମାଜିକ ପ୍ରତିଷ୍ଠା ଓ କର୍ମକ୍ଷେତ୍ରରେ ଉନ୍ନତି ହେବ। ଘରୋଇ ସମସ୍ୟାର ସମାଧାନ ହେବ। ଶିକ୍ଷାର୍ଥୀମାନେ ସଫଳ ହେବେ। <box>1198 1567 1470 1616</box>
city-heading: ଖୋର୍ଦ୍ଧା <box>12 851 71 874</box>
column-divider <box>222 92 223 1342</box>
event-item: • ରାଧାକୃଷ୍ଣ ସେବା ସମିତି ତରଫରୁ ଶ୍ରୀକୃଷ୍ଣ ଜନ୍ମାଷ୍ଟମୀ, ସ୍ଥାନ: ପାରାଦୀପ, ସମୟ: ସକାଳ ୧୦ଟା <box>664 556 874 605</box>
event-item: • ସଙ୍ଗୀତ ସନ୍ଧ୍ୟା, ସ୍ଥାନ: ପାଟଣାଗଡ଼, ସମୟ: ରାତି ୮ଟା <box>887 640 1102 673</box>
